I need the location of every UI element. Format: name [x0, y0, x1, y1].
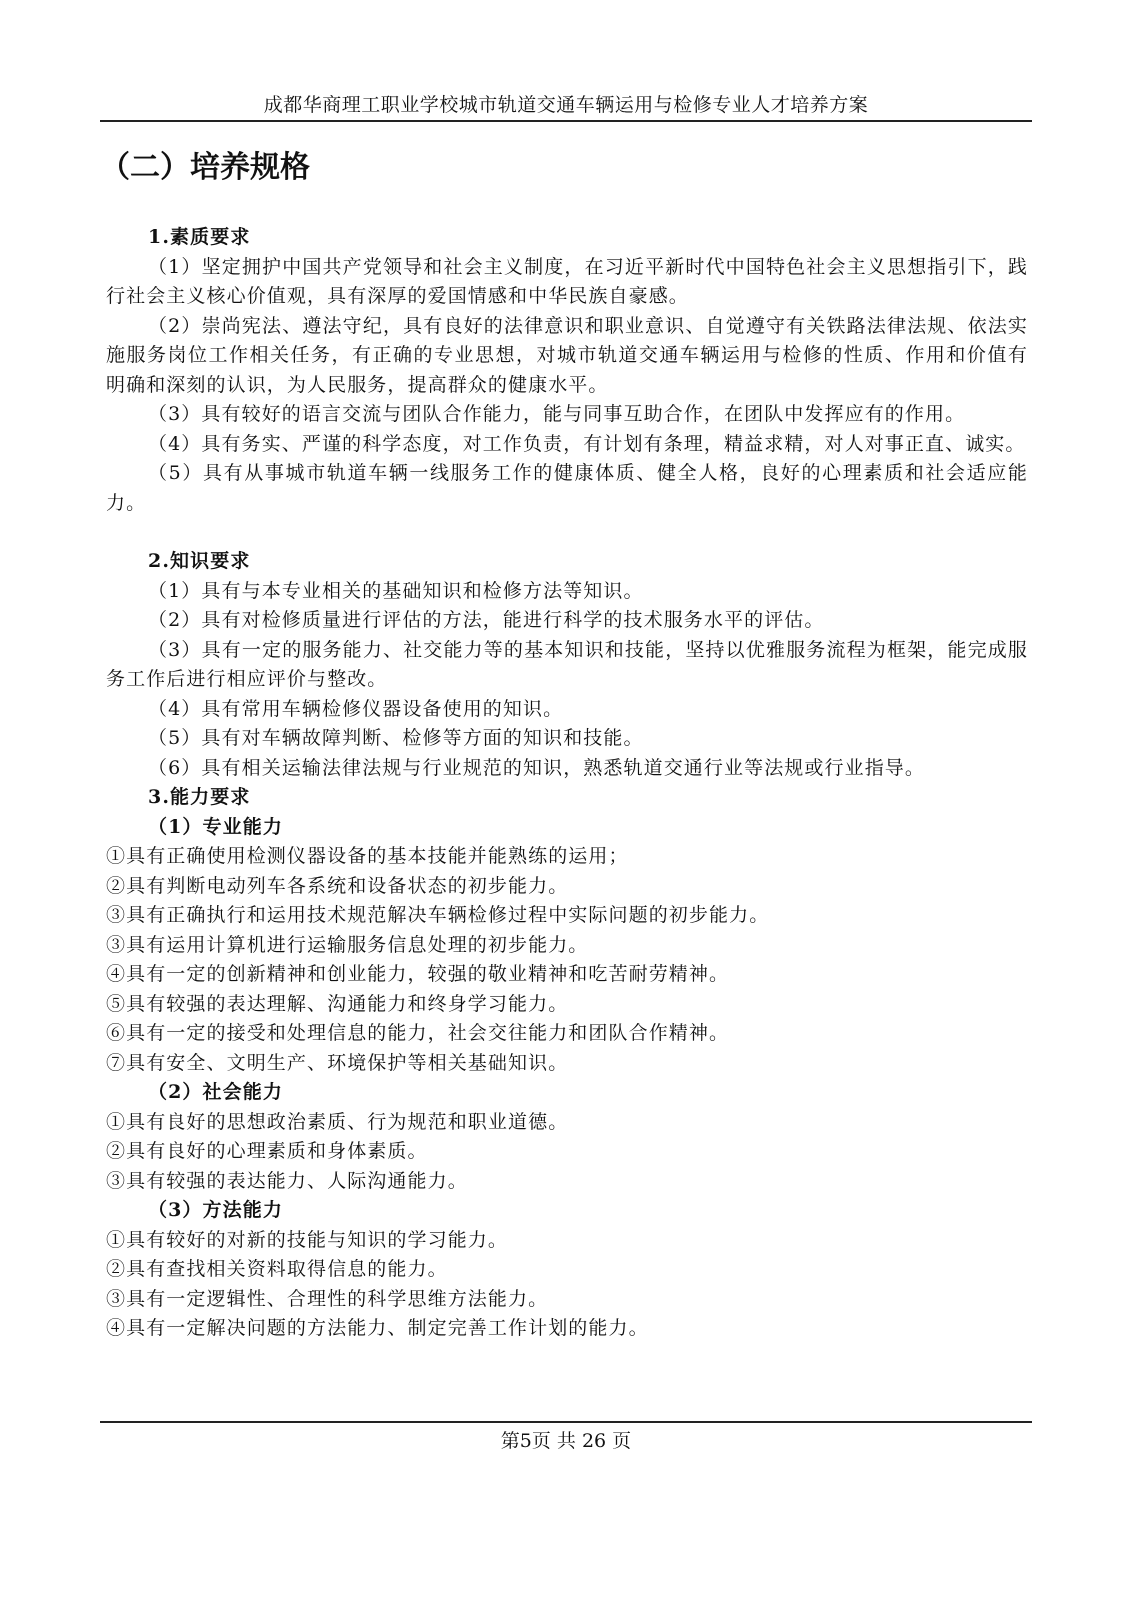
professional-item-2: ②具有判断电动列车各系统和设备状态的初步能力。	[106, 874, 569, 897]
method-item-3: ③具有一定逻辑性、合理性的科学思维方法能力。	[106, 1287, 549, 1310]
professional-item-6: ⑤具有较强的表达理解、沟通能力和终身学习能力。	[106, 992, 569, 1015]
quality-heading: 1.素质要求	[148, 226, 251, 248]
method-item-2: ②具有查找相关资料取得信息的能力。	[106, 1258, 448, 1280]
knowledge-item-3: （3）具有一定的服务能力、社交能力等的基本知识和技能，坚持以优雅服务流程为框架，能完成服务工作后进行相应评价与整改。	[106, 638, 1028, 690]
ability-heading: 3.能力要求	[148, 786, 251, 808]
professional-item-4: ③具有运用计算机进行运输服务信息处理的初步能力。	[106, 933, 589, 956]
quality-item-1: （1）坚定拥护中国共产党领导和社会主义制度，在习近平新时代中国特色社会主义思想指引下，践行社会主义核心价值观，具有深厚的爱国情感和中华民族自豪感。	[106, 255, 1028, 307]
method-ability-heading: （3）方法能力	[148, 1199, 283, 1221]
knowledge-item-2: （2）具有对检修质量进行评估的方法，能进行科学的技术服务水平的评估。	[148, 609, 825, 631]
method-item-4: ④具有一定解决问题的方法能力、制定完善工作计划的能力。	[106, 1317, 649, 1339]
knowledge-heading: 2.知识要求	[148, 550, 251, 572]
header-divider	[100, 120, 1032, 122]
quality-item-3: （3）具有较好的语言交流与团队合作能力，能与同事互助合作，在团队中发挥应有的作用。	[148, 403, 966, 425]
knowledge-item-5: （5）具有对车辆故障判断、检修等方面的知识和技能。	[148, 727, 644, 749]
quality-item-2: （2）崇尚宪法、遵法守纪，具有良好的法律意识和职业意识、自觉遵守有关铁路法律法规、依法实施服务岗位工作相关任务，有正确的专业思想，对城市轨道交通车辆运用与检修的性质、作用和价值有明确和深刻的认识，为人民服务，提高群众的健康水平。	[106, 314, 1028, 396]
social-item-1: ①具有良好的思想政治素质、行为规范和职业道德。	[106, 1110, 569, 1133]
method-item-1: ①具有较好的对新的技能与知识的学习能力。	[106, 1228, 509, 1251]
document-body	[106, 223, 1028, 1344]
social-ability-heading: （2）社会能力	[148, 1081, 283, 1103]
quality-item-4: （4）具有务实、严谨的科学态度，对工作负责，有计划有条理，精益求精，对人对事正直、诚实。	[148, 432, 1026, 455]
professional-item-5: ④具有一定的创新精神和创业能力，较强的敬业精神和吃苦耐劳精神。	[106, 963, 730, 985]
section-title: （二）培养规格	[100, 150, 310, 185]
professional-item-3: ③具有正确执行和运用技术规范解决车辆检修过程中实际问题的初步能力。	[106, 904, 770, 926]
professional-item-1: ①具有正确使用检测仪器设备的基本技能并能熟练的运用；	[106, 845, 629, 867]
page-number: 第5页 共 26 页	[500, 1430, 632, 1452]
social-item-3: ③具有较强的表达能力、人际沟通能力。	[106, 1169, 468, 1192]
quality-item-5: （5）具有从事城市轨道车辆一线服务工作的健康体质、健全人格，良好的心理素质和社会适应能力。	[106, 462, 1028, 514]
professional-ability-heading: （1）专业能力	[148, 815, 283, 838]
footer-divider	[100, 1421, 1032, 1423]
knowledge-item-4: （4）具有常用车辆检修仪器设备使用的知识。	[148, 697, 564, 720]
knowledge-item-1: （1）具有与本专业相关的基础知识和检修方法等知识。	[148, 579, 644, 602]
professional-item-8: ⑦具有安全、文明生产、环境保护等相关基础知识。	[106, 1051, 569, 1074]
social-item-2: ②具有良好的心理素质和身体素质。	[106, 1140, 428, 1162]
page-header: 成都华商理工职业学校城市轨道交通车辆运用与检修专业人才培养方案	[263, 94, 869, 116]
spacer	[106, 518, 1028, 547]
knowledge-item-6: （6）具有相关运输法律法规与行业规范的知识，熟悉轨道交通行业等法规或行业指导。	[148, 756, 925, 779]
professional-item-7: ⑥具有一定的接受和处理信息的能力，社会交往能力和团队合作精神。	[106, 1022, 730, 1044]
